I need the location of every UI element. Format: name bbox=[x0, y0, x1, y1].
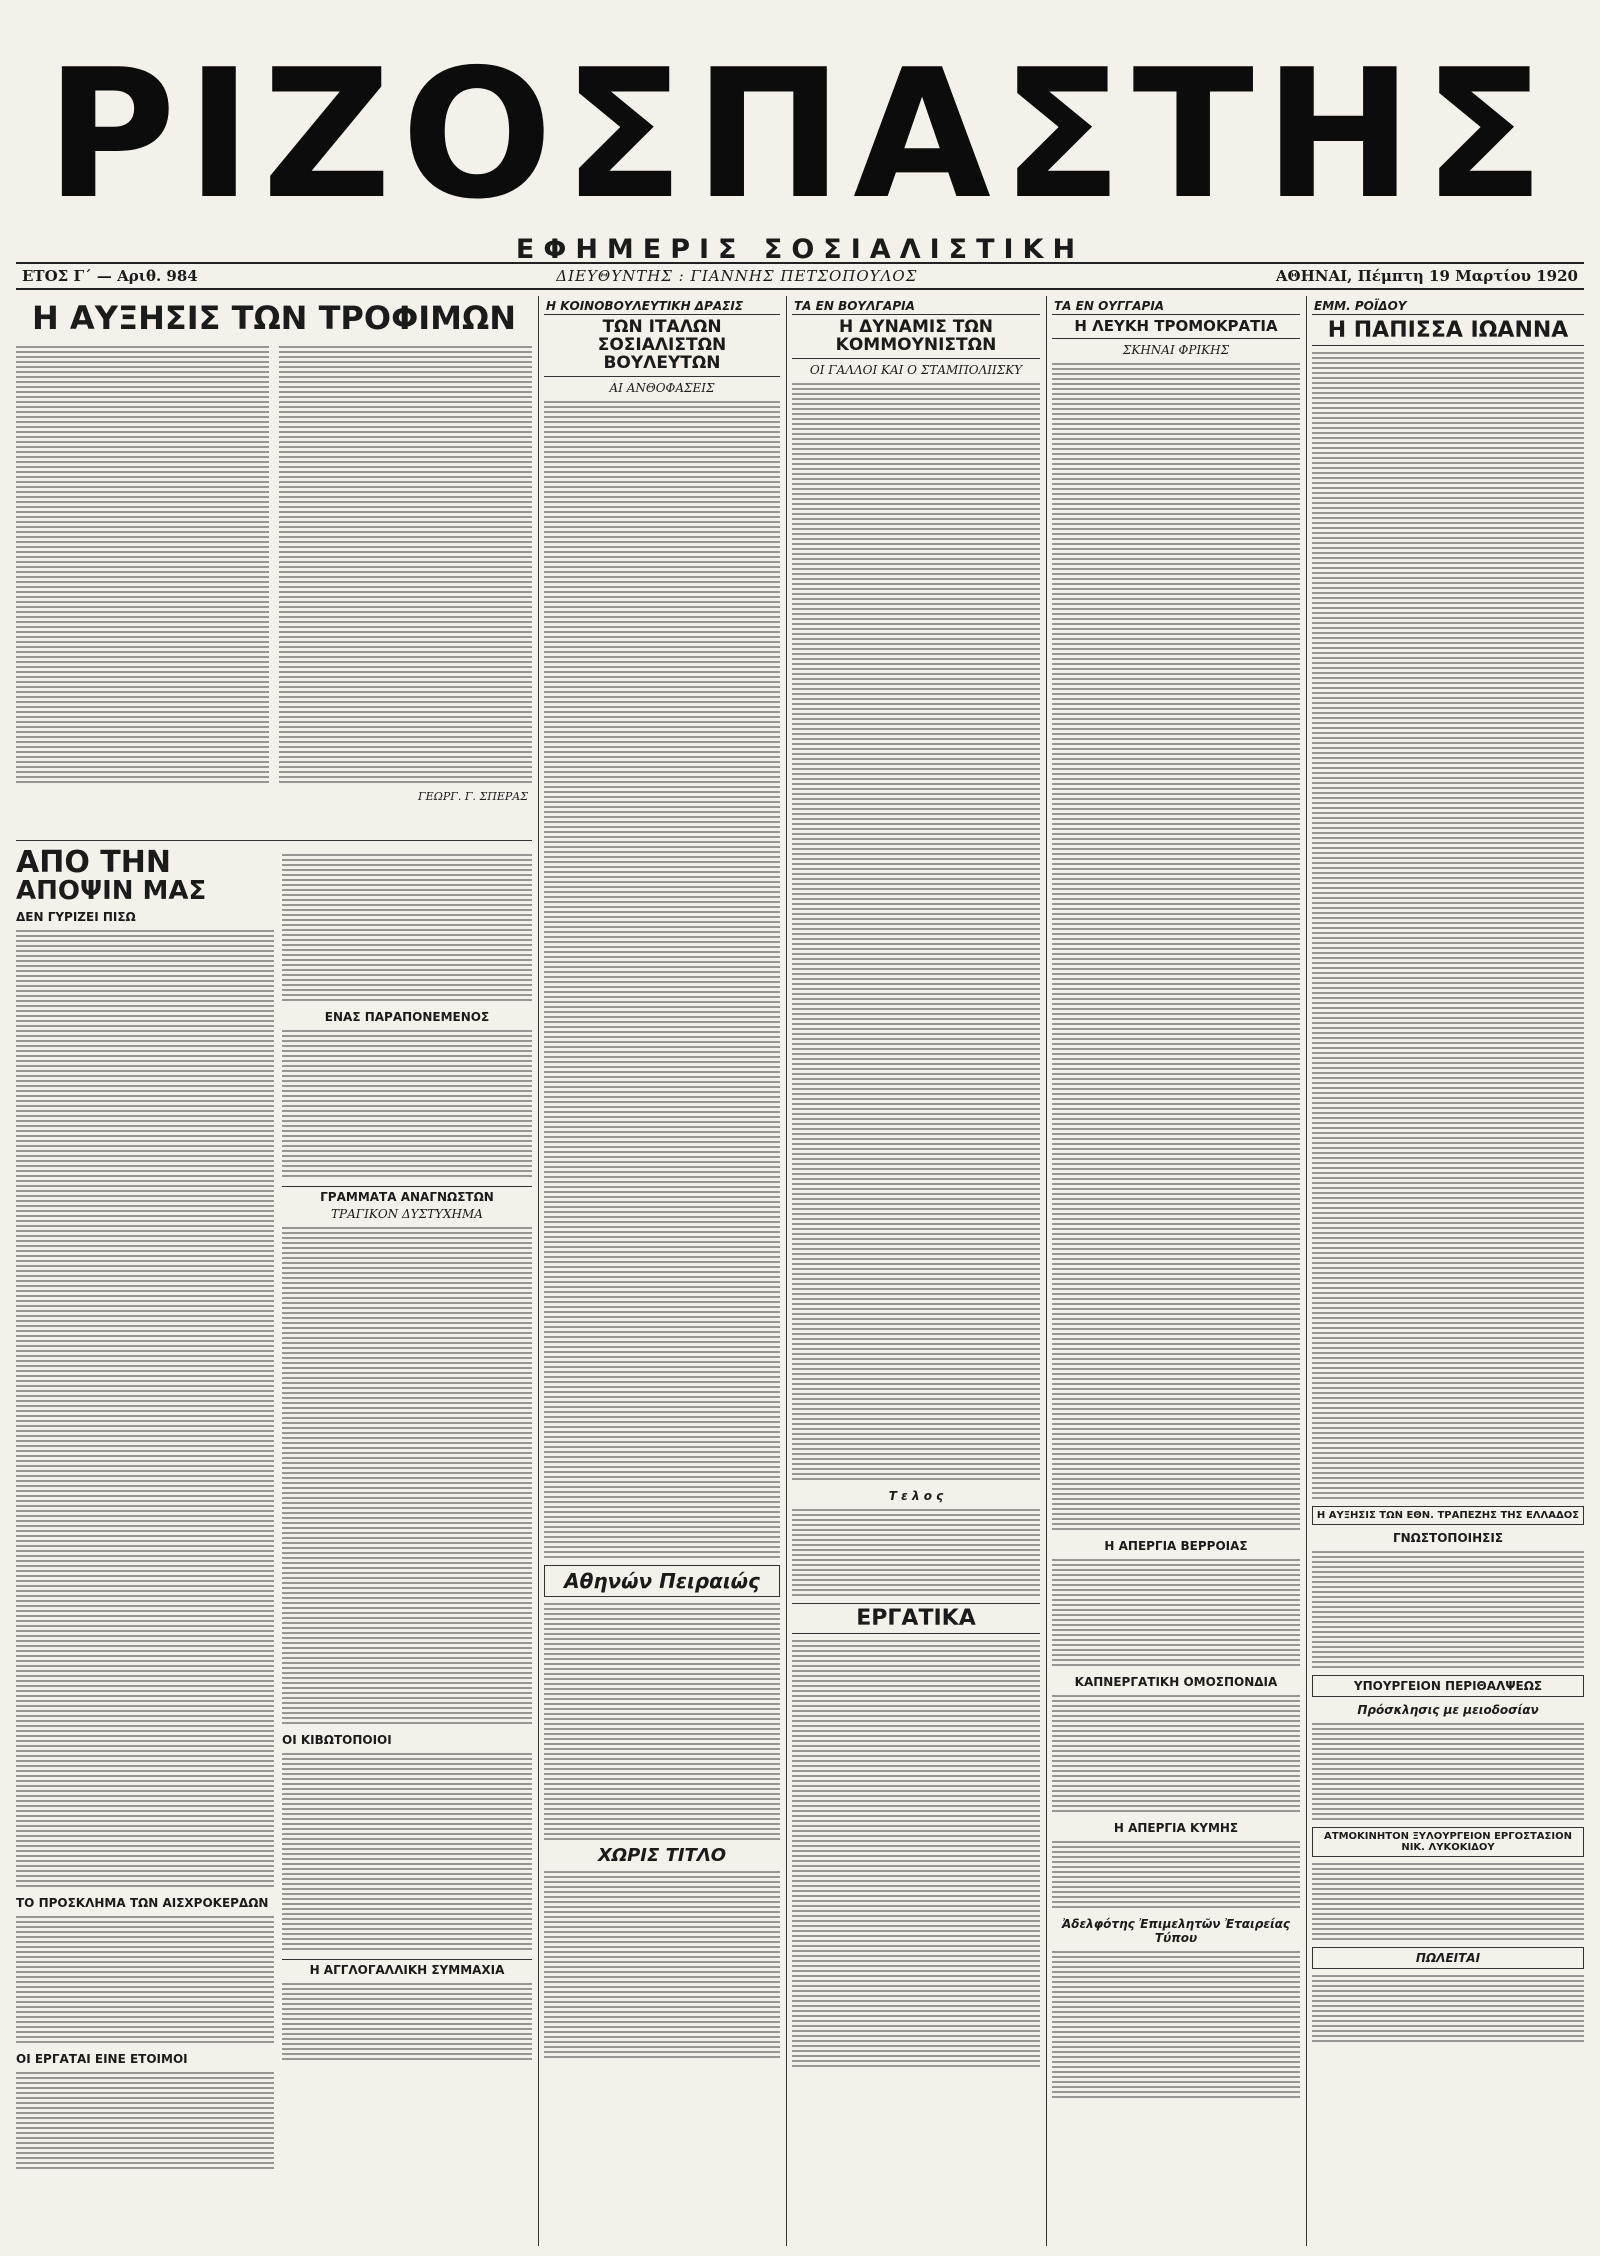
article-body bbox=[792, 1640, 1040, 2070]
article-body bbox=[1052, 363, 1300, 1533]
article-body bbox=[16, 2072, 274, 2172]
kicker: ΤΑ ΕΝ ΒΟΥΛΓΑΡΙΑ bbox=[792, 298, 1040, 315]
section-title: ΑΠΟΨΙΝ ΜΑΣ bbox=[16, 876, 207, 906]
kicker: ΕΜΜ. ΡΟΪΔΟΥ bbox=[1312, 298, 1584, 315]
article-body bbox=[282, 1030, 532, 1180]
article-body bbox=[544, 401, 780, 1561]
article-body bbox=[1052, 1951, 1300, 2101]
issue-date: ΑΘΗΝΑΙ, Πέμπτη 19 Μαρτίου 1920 bbox=[1275, 267, 1578, 285]
article-body bbox=[544, 1603, 780, 1843]
notice-box: ΠΩΛΕΙΤΑΙ bbox=[1312, 1947, 1584, 1969]
editor-line: ΔΙΕΥΘΥΝΤΗΣ : ΓΙΑΝΝΗΣ ΠΕΤΣΟΠΟΥΛΟΣ bbox=[556, 267, 918, 285]
notice-box: ΑΤΜΟΚΙΝΗΤΟΝ ΞΥΛΟΥΡΓΕΙΟΝ ΕΡΓΟΣΤΑΣΙΟΝ ΝΙΚ. ΛΥΚΟΚΙΔΟΥ bbox=[1312, 1827, 1584, 1857]
subhead: ΤΟ ΠΡΟΣΚΛΗΜΑ ΤΩΝ ΑΙΣΧΡΟΚΕΡΔΩΝ bbox=[16, 1896, 269, 1910]
subhead: ΚΑΠΝΕΡΓΑΤΙΚΗ ΟΜΟΣΠΟΝΔΙΑ bbox=[1074, 1674, 1278, 1689]
article-body bbox=[1312, 1975, 1584, 2045]
section-rule bbox=[16, 840, 532, 841]
dateline-bar bbox=[16, 262, 1584, 290]
masthead bbox=[0, 31, 1600, 265]
notice-box: ΥΠΟΥΡΓΕΙΟΝ ΠΕΡΙΘΑΛΨΕΩΣ bbox=[1312, 1675, 1584, 1697]
article-body bbox=[1312, 1723, 1584, 1823]
italian-socialists-column bbox=[544, 298, 780, 2061]
newspaper-title: ΡΙΖΟΣΠΑΣΤΗΣ bbox=[45, 31, 1555, 238]
subhead: ΔΕΝ ΓΥΡΙΖΕΙ ΠΙΣΩ bbox=[16, 910, 136, 924]
article-body bbox=[1312, 352, 1584, 1502]
column-headline: ΧΩΡΙΣ ΤΙΤΛΟ bbox=[597, 1844, 727, 1866]
kicker: Η ΚΟΙΝΟΒΟΥΛΕΥΤΙΚΗ ΔΡΑΣΙΣ bbox=[544, 298, 780, 315]
subhead: ΟΙ ΚΙΒΩΤΟΠΟΙΟΙ bbox=[282, 1733, 392, 1747]
from-our-view-column bbox=[16, 845, 274, 2172]
column-headline: Η ΠΑΠΙΣΣΑ ΙΩΑΝΝΑ bbox=[1312, 319, 1584, 346]
subhead: ΕΝΑΣ ΠΑΡΑΠΟΝΕΜΕΝΟΣ bbox=[324, 1010, 490, 1024]
subline: ΑΙ ΑΝΘΟΦΑΣΕΙΣ bbox=[609, 380, 715, 395]
article-body bbox=[792, 383, 1040, 1483]
subhead: Η ΑΠΕΡΓΙΑ ΚΥΜΗΣ bbox=[1113, 1820, 1239, 1835]
article-body bbox=[282, 854, 532, 1004]
article-body bbox=[16, 1916, 274, 2046]
article-body bbox=[279, 346, 532, 786]
notice-box: Η ΑΥΞΗΣΙΣ ΤΩΝ ΕΘΝ. ΤΡΑΠΕΖΗΣ ΤΗΣ ΕΛΛΑΔΟΣ bbox=[1312, 1506, 1584, 1525]
column-rule bbox=[1306, 296, 1307, 2246]
subhead: ΓΡΑΜΜΑΤΑ ΑΝΑΓΝΩΣΤΩΝ bbox=[282, 1186, 532, 1204]
article-body bbox=[1312, 1863, 1584, 1943]
lead-article bbox=[16, 298, 532, 803]
article-body bbox=[16, 930, 274, 1890]
subhead: Τ ε λ ο ς bbox=[888, 1488, 944, 1503]
article-signature: ΓΕΩΡΓ. Γ. ΣΠΕΡΑΣ bbox=[418, 789, 528, 803]
section-title: ΑΠΟ ΤΗΝ bbox=[16, 845, 171, 880]
article-body bbox=[282, 1753, 532, 1953]
article-body bbox=[1052, 1695, 1300, 1815]
newspaper-subtitle: ΕΦΗΜΕΡΙΣ ΣΟΣΙΑΛΙΣΤΙΚΗ bbox=[515, 234, 1085, 265]
article-body bbox=[282, 1227, 532, 1727]
article-body bbox=[792, 1509, 1040, 1599]
lead-headline: Η ΑΥΞΗΣΙΣ ΤΩΝ ΤΡΟΦΙΜΩΝ bbox=[32, 299, 516, 337]
subhead: Η ΑΠΕΡΓΙΑ ΒΕΡΡΟΙΑΣ bbox=[1104, 1538, 1248, 1553]
bulgaria-column bbox=[792, 298, 1040, 2070]
section-box: Αθηνών Πειραιώς bbox=[544, 1565, 780, 1597]
column-headline: Η ΛΕΥΚΗ ΤΡΟΜΟΚΡΑΤΙΑ bbox=[1052, 319, 1300, 339]
serial-column bbox=[1312, 298, 1584, 2045]
article-body bbox=[1312, 1551, 1584, 1671]
article-body bbox=[544, 1871, 780, 2061]
subhead: ΟΙ ΕΡΓΑΤΑΙ ΕΙΝΕ ΕΤΟΙΜΟΙ bbox=[16, 2052, 188, 2066]
subhead: Η ΑΓΓΛΟΓΑΛΛΙΚΗ ΣΥΜΜΑΧΙΑ bbox=[282, 1959, 532, 1977]
column-headline: ΤΩΝ ΙΤΑΛΩΝ ΣΟΣΙΑΛΙΣΤΩΝ ΒΟΥΛΕΥΤΩΝ bbox=[544, 319, 780, 377]
subline: ΟΙ ΓΑΛΛΟΙ ΚΑΙ Ο ΣΤΑΜΠΟΛΙΙΣΚΥ bbox=[809, 362, 1023, 377]
second-column bbox=[282, 848, 532, 2063]
column-rule bbox=[538, 296, 539, 2246]
article-body bbox=[1052, 1841, 1300, 1911]
article-body bbox=[1052, 1559, 1300, 1669]
column-headline: ΕΡΓΑΤΙΚΑ bbox=[792, 1603, 1040, 1634]
subline: ΣΚΗΝΑΙ ΦΡΙΚΗΣ bbox=[1122, 342, 1230, 357]
article-body bbox=[16, 346, 269, 786]
article-body bbox=[282, 1983, 532, 2063]
column-rule bbox=[786, 296, 787, 2246]
issue-number: ΕΤΟΣ Γ΄ — Αριθ. 984 bbox=[22, 267, 198, 285]
column-headline: Η ΔΥΝΑΜΙΣ ΤΩΝ ΚΟΜΜΟΥΝΙΣΤΩΝ bbox=[792, 319, 1040, 359]
subhead-note: ΤΡΑΓΙΚΟΝ ΔΥΣΤΥΧΗΜΑ bbox=[331, 1207, 483, 1221]
hungary-column bbox=[1052, 298, 1300, 2101]
subhead: ΓΝΩΣΤΟΠΟΙΗΣΙΣ bbox=[1392, 1531, 1504, 1546]
subhead: Πρόσκλησις με μειοδοσίαν bbox=[1357, 1703, 1539, 1718]
column-rule bbox=[1046, 296, 1047, 2246]
kicker: ΤΑ ΕΝ ΟΥΓΓΑΡΙΑ bbox=[1052, 298, 1300, 315]
subhead: Ἀδελφότης Ἐπιμελητῶν Ἐταιρείας Τύπου bbox=[1061, 1916, 1291, 1945]
